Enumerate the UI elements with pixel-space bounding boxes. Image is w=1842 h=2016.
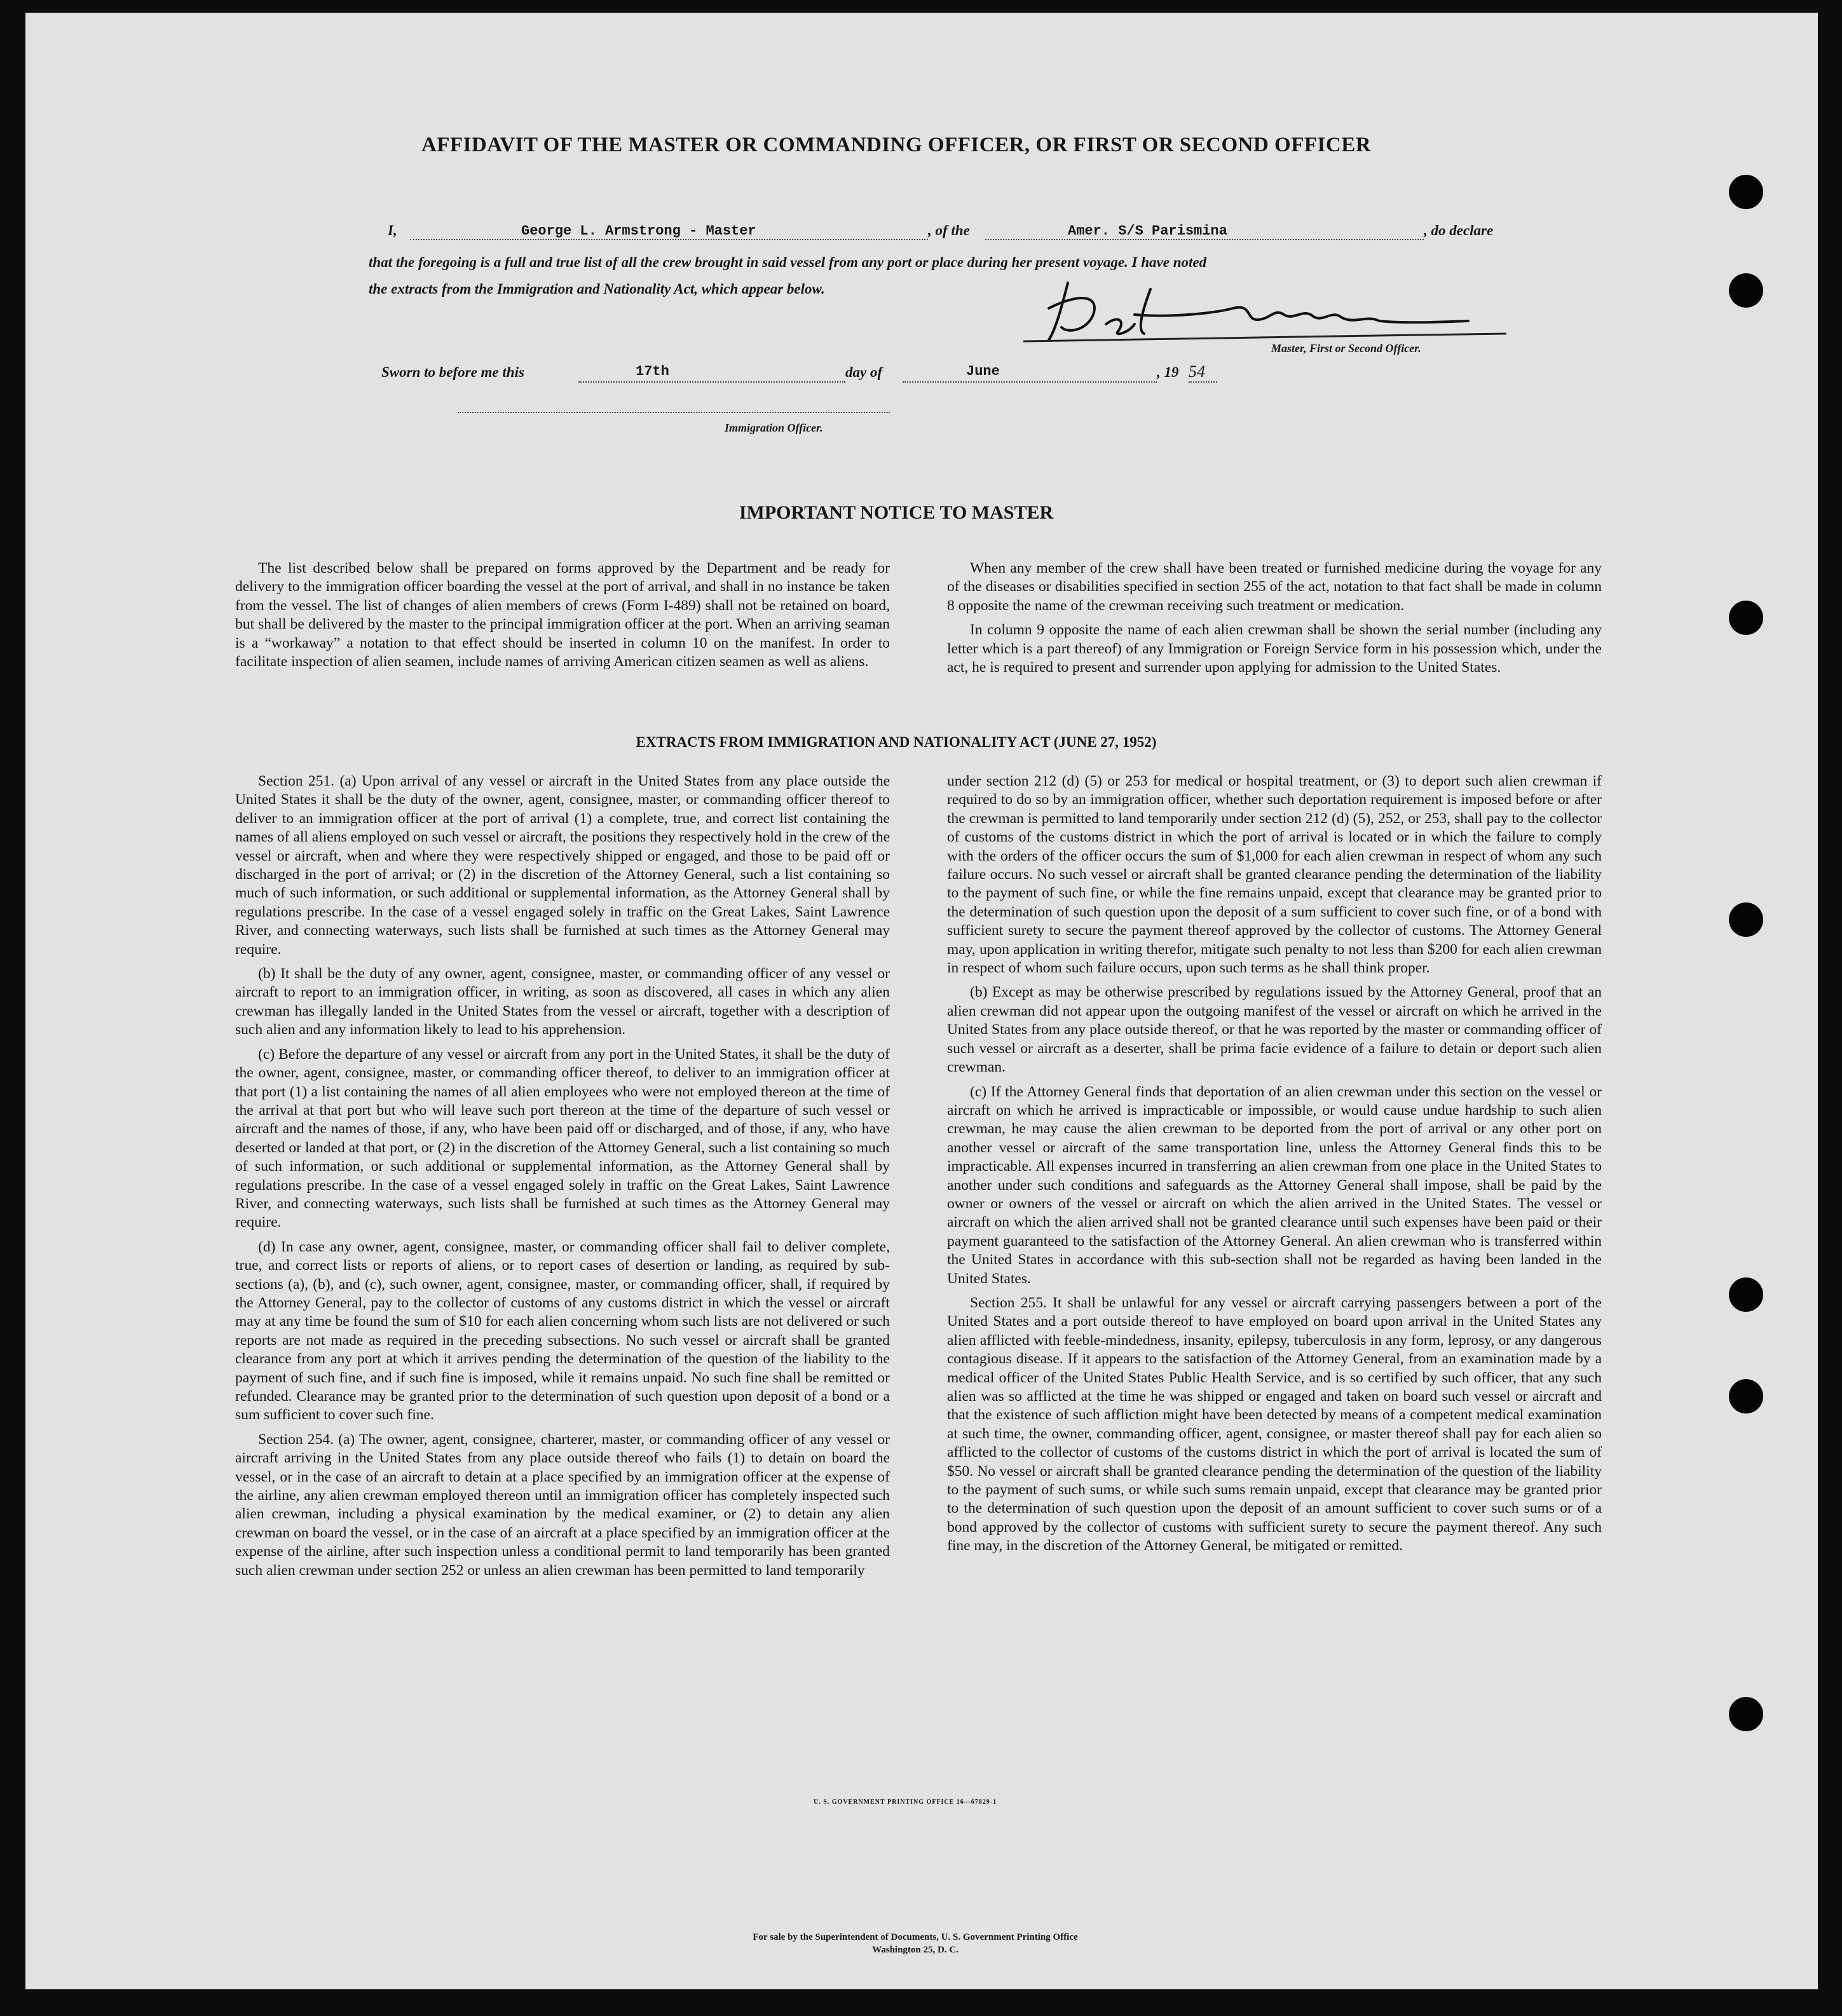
extracts-left-column [235,772,890,1586]
act-paragraph: (b) It shall be the duty of any owner, agent, consignee, master, or commanding officer of any vessel or aircraft to report to an immigration officer, in writing, as soon as discovered, all cases in which any alien crewman has illegally landed in the United States from the vessel or aircraft, together with a description of such alien and any information likely to lead to his apprehension. [235,965,890,1039]
declarant-prefix: I, [388,222,397,238]
officer-caption: Immigration Officer. [725,421,823,434]
day-of-label: day of [845,364,883,380]
notice-right-column [947,559,1602,683]
act-paragraph: Section 254. (a) The owner, agent, consignee, charterer, master, or commanding officer of any vessel or aircraft arriving in the United States from any place outside thereof who fails (1) to detain on board the vessel, or in the case of an aircraft to detain at a place specified by an immigration officer at the expense of the airline, any alien crewman employed thereon until an immigration officer has completely inspected such alien crewman, including a physical examination by the medical examiner, or (2) to detain any alien crewman on board the vessel, or in the case of an aircraft at a place specified by an immigration officer at the expense of the airline, after such inspection unless a conditional permit to land temporarily has been granted such alien crewman under section 252 or unless an alien crewman has been permitted to land temporarily [235,1431,890,1579]
act-paragraph: Section 251. (a) Upon arrival of any vessel or aircraft in the United States from any place outside the United States it shall be the duty of the owner, agent, consignee, master, or commanding officer thereof to deliver to an immigration officer at the port of arrival (1) a complete, true, and correct list containing the names of all aliens employed on such vessel or aircraft, the positions they respectively hold in the crew of the vessel or aircraft, when and where they were respectively shipped or engaged, and those to be paid off or discharged in the port of arrival; or (2) in the discretion of the Attorney General, such a list containing so much of such information, or such additional or supplemental information, as the Attorney General shall by regulations prescribe. In the case of a vessel engaged solely in traffic on the Great Lakes, Saint Lawrence River, and connecting waterways, such lists shall be furnished at such times as the Attorney General may require. [235,773,890,958]
year-line [1189,381,1217,383]
sworn-label: Sworn to before me this [381,364,524,380]
act-paragraph: (c) If the Attorney General finds that deportation of an alien crewman under this section on the vessel or aircraft on which he arrived is impracticable or impossible, or would cause undue hardship to such alien crewman, he may cause the alien crewman to be deported from the port of arrival or any other port on another vessel or aircraft of the same transportation line, unless the Attorney General finds this to be impracticable. All expenses incurred in transferring an alien crewman from one place in the United States to another under such conditions and safeguards as the Attorney General shall impose, shall be paid by the owner or owners of the vessel or aircraft on which the alien arrived in the United States. The vessel or aircraft on which the alien arrived shall not be granted clearance until such expenses have been paid or their payment guaranteed to the satisfaction of the Attorney General. An alien crewman who is transferred within the United States in accordance with this sub-section shall not be regarded as having been landed in the United States. [947,1083,1602,1287]
sworn-day-line [578,381,845,383]
act-paragraph: (c) Before the departure of any vessel or aircraft from any port in the United States, it shall be the duty of the owner, agent, consignee, master, or commanding officer thereof, to deliver to an immigration officer at that port (1) a list containing the names of all alien employees who were not employed thereon at the time of the arrival at that port but who will leave such port thereon at the time of the departure of such vessel or aircraft and the names of those, if any, who have been paid off or discharged, and of those, if any, who have deserted or landed at that port, or (2) in the discretion of the Attorney General, such a list containing so much of such information, or such additional or supplemental information, as the Attorney General shall by regulations prescribe. In the case of a vessel engaged solely in traffic on the Great Lakes, Saint Lawrence River, and connecting waterways, such lists shall be furnished at such times as the Attorney General may require. [235,1045,890,1231]
sale-line: Washington 25, D. C. [872,1945,959,1955]
document-page [25,13,1818,1989]
punch-hole [1729,902,1763,937]
extracts-right-column [947,772,1602,1562]
notice-heading: IMPORTANT NOTICE TO MASTER [739,502,1054,523]
year-suffix: 54 [1189,362,1205,381]
sale-footer [597,1931,1233,1956]
punch-hole [1729,1697,1763,1731]
sworn-month: June [966,364,1000,379]
act-paragraph: Section 255. It shall be unlawful for any vessel or aircraft carrying passengers between a port of the United States and a port outside thereof to have employed on board upon arrival in the United States any alien afflicted with feeble-mindedness, insanity, epilepsy, tuberculosis in any form, leprosy, or any dangerous contagious disease. If it appears to the satisfaction of the Attorney General, from an examination made by a medical officer of the United States Public Health Service, and is so certified by such officer, that any such alien was so afflicted at the time he was shipped or engaged and taken on board such vessel or aircraft and that the existence of such affliction might have been detected by means of a competent medical examination at such time, the owner, commanding officer, agent, consignee, or master thereof shall pay for each alien so afflicted to the collector of customs of the customs district in which the port of arrival is located the sum of $50. No vessel or aircraft shall be granted clearance pending the determination of the question of the liability to the payment of such sums, or while such sums remain unpaid, except that clearance may be granted prior to the determination of such question upon the deposit of an amount sufficient to cover such sums or of a bond approved by the collector of customs with sufficient surety to secure the payment thereof. Any such fine may, in the discretion of the Attorney General, be mitigated or remitted. [947,1294,1602,1555]
sworn-month-line [903,381,1157,383]
do-declare-label: , do declare [1424,222,1494,238]
vessel-line [985,239,1424,240]
punch-hole [1729,1379,1763,1413]
gpo-imprint: U. S. GOVERNMENT PRINTING OFFICE 16—67829-1 [814,1799,997,1806]
notice-paragraph: When any member of the crew shall have been treated or furnished medicine during the voyage for any of the diseases or disabilities specified in section 255 of the act, notation to that fact shall be made in column 8 opposite the name of the crewman receiving such treatment or medication. [947,560,1602,614]
notice-paragraph: The list described below shall be prepared on forms approved by the Department and be ready for delivery to the immigration officer boarding the vessel at the port of arrival, and shall in no instance be taken from the vessel. The list of changes of alien members of crews (Form I-489) shall not be retained on board, but shall be delivered by the master to the principal immigration officer at the port. When an arriving seaman is a “workaway” a notation to that effect should be inserted in column 10 on the manifest. In order to facilitate inspection of alien seamen, include names of arriving American citizen seamen as well as aliens. [235,560,890,671]
punch-hole [1729,601,1763,635]
act-paragraph: (d) In case any owner, agent, consignee, master, or commanding officer shall fail to deliver complete, true, and correct lists or reports of aliens, or to report cases of desertion or landing, as required by sub-sections (a), (b), and (c), such owner, agent, consignee, master, or commanding officer, shall, if required by the Attorney General, pay to the collector of customs of any customs district in which the vessel or aircraft may at any time be found the sum of $10 for each alien concerning whom such lists are not delivered or such reports are not made as required in the preceding subsections. No such vessel or aircraft shall be granted clearance from any port at which it arrives pending the determination of the question of the liability to the payment of such fine, and if such fine is imposed, while it remains unpaid. No such fine shall be remitted or refunded. Clearance may be granted prior to the determination of such question upon deposit of a bond or a sum sufficient to cover such fine. [235,1238,890,1424]
officer-signature-line [458,412,890,413]
declarant-line [410,239,928,240]
notice-left-column [235,559,890,677]
year-prefix: , 19 [1157,364,1179,380]
punch-hole [1729,273,1763,308]
vessel-name: Amer. S/S Parismina [1068,223,1227,239]
act-paragraph: under section 212 (d) (5) or 253 for medical or hospital treatment, or (3) to deport such alien crewman if required to do so by an immigration officer, whether such deportation requirement is imposed before or after the crewman is permitted to land temporarily under section 212 (d) (5), 252, or 253, shall pay to the collector of customs of the customs district in which the port of arrival is located or in which the failure to comply with the orders of the officer occurs the sum of $1,000 for each alien crewman in respect of whom any such failure occurs. No such vessel or aircraft shall be granted clearance pending the determination of the liability to the payment of such fine, or while the fine remains unpaid, except that clearance may be granted prior to the determination of such question upon the deposit of a sum sufficient to cover such fine, or of a bond with sufficient surety to secure the payment thereof approved by the collector of customs. The Attorney General may, upon application in writing therefor, mitigate such penalty to not less than $200 for each alien crewman in respect of whom such failure occurs, upon such terms as he shall think proper. [947,773,1602,977]
declarant-name: George L. Armstrong - Master [521,223,756,239]
affidavit-statement-2: the extracts from the Immigration and Nationality Act, which appear below. [369,281,825,297]
affidavit-statement-1: that the foregoing is a full and true list of all the crew brought in said vessel from any port or place during her present voyage. I have noted [369,254,1207,270]
sworn-day: 17th [636,364,669,379]
signer-caption: Master, First or Second Officer. [1271,342,1421,355]
affidavit-heading: AFFIDAVIT OF THE MASTER OR COMMANDING OFFICER, OR FIRST OR SECOND OFFICER [421,133,1372,156]
act-paragraph: (b) Except as may be otherwise prescribed by regulations issued by the Attorney General, proof that an alien crewman did not appear upon the outgoing manifest of the vessel or aircraft on which he arrived in the United States from any place outside thereof, or that he was reported by the master or commanding officer of such vessel or aircraft as a deserter, shall be prima facie evidence of a failure to detain or deport such alien crewman. [947,984,1602,1076]
extracts-heading: EXTRACTS FROM IMMIGRATION AND NATIONALITY ACT (JUNE 27, 1952) [636,734,1157,750]
sale-line: For sale by the Superintendent of Documents, U. S. Government Printing Office [753,1932,1078,1942]
punch-hole [1729,1277,1763,1312]
of-the-label: , of the [928,222,970,238]
master-signature [1023,270,1519,353]
punch-hole [1729,175,1763,209]
notice-paragraph: In column 9 opposite the name of each alien crewman shall be shown the serial number (including any letter which is a part thereof) of any Immigration or Foreign Service form in his possession which, under the act, he is required to present and surrender upon applying for admission to the United States. [947,622,1602,676]
